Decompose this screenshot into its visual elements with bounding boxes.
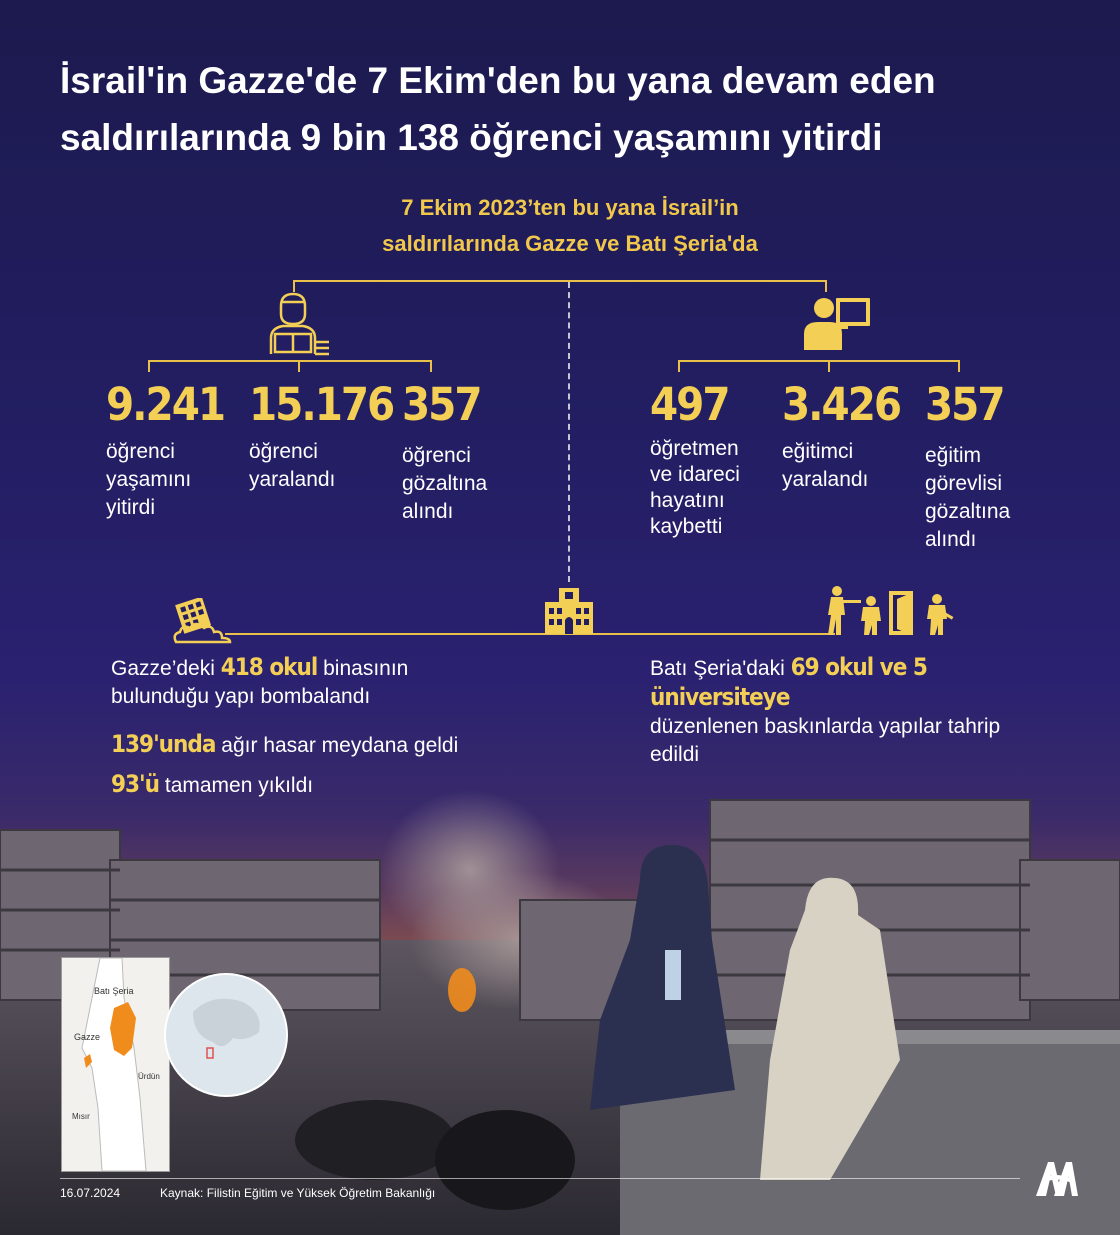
stat-value: 357 — [402, 378, 481, 431]
teacher-board-icon — [800, 294, 872, 350]
students-connector-drop-1 — [148, 360, 150, 372]
top-connector — [293, 280, 827, 282]
stat-students-killed — [106, 380, 224, 522]
stat-label — [249, 438, 393, 494]
stat-value: 15.176 — [249, 378, 394, 431]
stat-label — [402, 442, 487, 526]
center-dashed-line — [568, 282, 570, 582]
subtitle-line-2: saldırılarında Gazze ve Batı Şeria'da — [382, 231, 758, 256]
stat-label-line: öğrenci — [402, 444, 471, 467]
footer-date: 16.07.2024 — [60, 1186, 121, 1200]
stat-label-line: yaşamını — [106, 468, 192, 491]
globe-graphic — [163, 972, 289, 1098]
gaza-schools-line-1 — [111, 653, 551, 683]
stat-value: 497 — [650, 378, 729, 431]
map-label-gaza: Gazze — [74, 1032, 101, 1042]
westbank-schools-text — [650, 653, 1070, 769]
damaged-text: ağır hasar meydana geldi — [221, 734, 459, 757]
stat-label-line: görevlisi — [925, 472, 1003, 495]
stat-label — [782, 438, 900, 494]
page-title — [60, 52, 1060, 166]
stat-label-line: eğitim — [925, 444, 982, 467]
aa-logo-icon — [1034, 1158, 1078, 1198]
stat-students-injured — [249, 380, 393, 494]
stat-label-line: kaybetti — [650, 515, 723, 538]
stat-educators-detained — [925, 380, 1010, 554]
map-label-westbank: Batı Şeria — [94, 986, 134, 996]
gaza-schools-damaged — [111, 730, 458, 760]
bombed-building-icon — [170, 598, 236, 644]
stat-value: 3.426 — [782, 378, 901, 431]
map-inset — [61, 957, 170, 1172]
stat-label-line: gözaltına — [402, 472, 488, 495]
subtitle — [0, 190, 1120, 262]
damaged-count: 139'unda — [111, 730, 216, 758]
map-label-jordan: Ürdün — [138, 1072, 160, 1081]
educators-connector — [678, 360, 960, 362]
top-connector-right-drop — [825, 280, 827, 292]
stat-label-line: yitirdi — [106, 496, 156, 519]
westbank-schools-line-1 — [650, 653, 1070, 713]
stat-label — [925, 442, 1010, 554]
educators-connector-drop-3 — [958, 360, 960, 372]
subtitle-line-1: 7 Ekim 2023’ten bu yana İsrail’in — [401, 195, 739, 220]
stat-label-line: gözaltına — [925, 500, 1011, 523]
stat-label-line: yaralandı — [249, 468, 336, 491]
westbank-schools-pre: Batı Şeria'daki — [650, 657, 785, 680]
stat-label-line: öğrenci — [249, 440, 318, 463]
stat-value: 9.241 — [106, 378, 225, 431]
student-reading-icon — [265, 292, 333, 356]
gaza-schools-pre: Gazze’deki — [111, 657, 215, 680]
students-connector-drop-3 — [430, 360, 432, 372]
westbank-schools-line-2: düzenlenen baskınlarda yapılar tahrip — [650, 715, 1001, 738]
westbank-schools-line-3: edildi — [650, 743, 700, 766]
footer-divider — [60, 1178, 1020, 1179]
title-line-2: saldırılarında 9 bin 138 öğrenci yaşamını yitirdi — [60, 117, 883, 158]
educators-connector-drop-2 — [828, 360, 830, 372]
stat-value: 357 — [925, 378, 1004, 431]
stat-label-line: alındı — [402, 500, 454, 523]
stat-label-line: ve idareci — [650, 463, 740, 486]
soldiers-raid-icon — [825, 585, 955, 637]
students-connector-drop-2 — [298, 360, 300, 372]
school-building-icon — [545, 586, 593, 634]
stat-label-line: hayatını — [650, 489, 725, 512]
map-label-egypt: Mısır — [72, 1112, 90, 1121]
stat-label-line: eğitimci — [782, 440, 854, 463]
stat-label-line: alındı — [925, 528, 977, 551]
footer-source: Kaynak: Filistin Eğitim ve Yüksek Öğretim Bakanlığı — [160, 1186, 436, 1200]
gaza-schools-text — [111, 653, 551, 711]
destroyed-text: tamamen yıkıldı — [164, 774, 314, 797]
educators-connector-drop-1 — [678, 360, 680, 372]
stat-educators-killed — [650, 380, 740, 540]
gaza-schools-line-2: bulunduğu yapı bombalandı — [111, 685, 371, 708]
top-connector-left-drop — [293, 280, 295, 292]
stat-label-line: öğrenci — [106, 440, 175, 463]
gaza-schools-post: binasının — [323, 657, 409, 680]
stat-label-line: yaralandı — [782, 468, 869, 491]
destroyed-count: 93'ü — [111, 770, 160, 798]
westbank-schools-count: 69 okul ve 5 üniversiteye — [650, 653, 927, 711]
students-connector — [148, 360, 432, 362]
stat-label — [650, 436, 740, 540]
stat-educators-injured — [782, 380, 900, 494]
title-line-1: İsrail'in Gazze'de 7 Ekim'den bu yana devam eden — [60, 60, 936, 101]
bottom-connector — [225, 633, 835, 635]
stat-label-line: öğretmen — [650, 437, 739, 460]
stat-label — [106, 438, 224, 522]
stat-students-detained — [402, 380, 487, 526]
gaza-schools-count: 418 okul — [220, 653, 318, 681]
